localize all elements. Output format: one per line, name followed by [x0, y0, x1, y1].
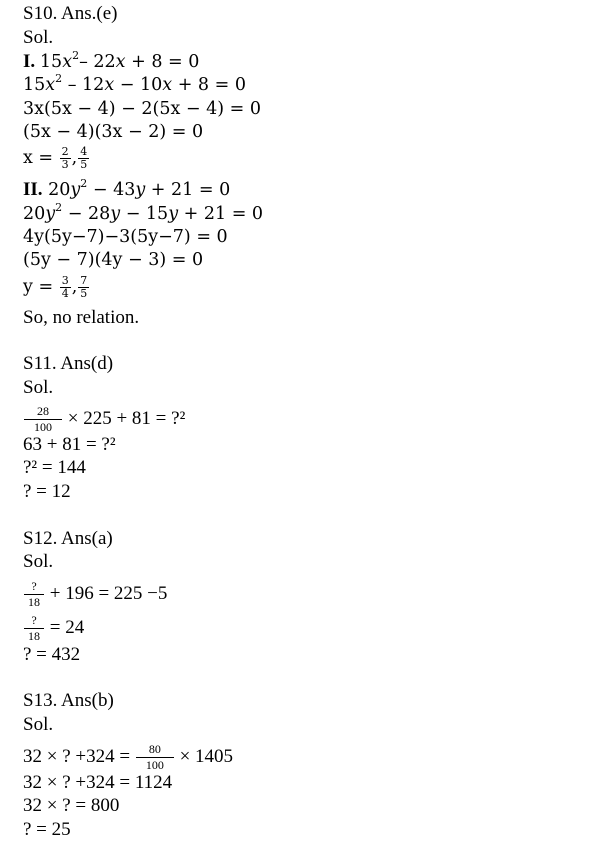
s13-line-2: 32 × ? +324 = 1124: [23, 772, 173, 793]
s12-line-3: ? = 432: [23, 644, 81, 665]
s11-heading: S11. Ans(d): [23, 353, 114, 374]
s13-line-1: 32 × ? +324 = $\frac{80}{100}$ × 1405: [23, 742, 234, 772]
s11-sol-label: Sol.: [23, 377, 54, 398]
s12-line-1: $\frac{?}{18}$ + 196 = 225 −5: [23, 579, 167, 610]
s11-line-3: ?² = 144: [23, 457, 86, 478]
fraction: $\frac{?}{18}$: [24, 613, 44, 644]
s10-equation-3: 3x(5x − 4) − 2(5x − 4) = 0: [23, 99, 262, 119]
s13-sol-label: Sol.: [23, 714, 54, 735]
part-2-label: II.: [23, 179, 43, 200]
fraction: $\frac{3}{4}$: [61, 274, 69, 300]
s13-line-3: 32 × ? = 800: [23, 795, 120, 816]
s10-equation-10: y = $\frac{3}{4}$ , $\frac{7}{5}$: [23, 274, 88, 300]
s10-equation-2: $15x^2 - 12x - 10x + 8 = 0$: [23, 72, 246, 95]
fraction: $\frac{80}{100}$: [136, 742, 174, 773]
part-1-label: I.: [23, 51, 36, 72]
s11-line-2: 63 + 81 = ?²: [23, 434, 116, 455]
s13-line-4: ? = 25: [23, 819, 71, 840]
s10-equation-4: (5x − 4)(3x − 2) = 0: [23, 122, 204, 142]
s10-heading: S10. Ans.(e): [23, 3, 118, 24]
s10-equation-5: x = $\frac{2}{3}$ , $\frac{4}{5}$: [23, 145, 88, 171]
s10-equation-7: $20y^2 - 28y - 15y + 21 = 0$: [23, 201, 264, 224]
s12-heading: S12. Ans(a): [23, 528, 113, 549]
s12-line-2: $\frac{?}{18}$ = 24: [23, 613, 84, 644]
s12-sol-label: Sol.: [23, 551, 54, 572]
fraction: $\frac{7}{5}$: [80, 274, 88, 300]
fraction: $\frac{?}{18}$: [24, 579, 44, 610]
s13-heading: S13. Ans(b): [23, 690, 114, 711]
s11-line-1: $\frac{28}{100}$ × 225 + 81 = ?²: [23, 404, 185, 435]
s10-equation-9: (5y − 7)(4y − 3) = 0: [23, 250, 204, 270]
s10-equation-6: II. $20y^2 - 43y + 21 = 0$: [23, 177, 231, 200]
s10-equation-1: I. $15x^2-$ 22x + 8 = 0: [23, 49, 200, 72]
fraction: $\frac{28}{100}$: [24, 404, 62, 435]
s10-conclusion: So, no relation.: [23, 307, 140, 328]
s10-equation-8: 4y(5y−7)−3(5y−7) = 0: [23, 227, 228, 247]
s11-line-4: ? = 12: [23, 481, 71, 502]
fraction: $\frac{4}{5}$: [80, 145, 88, 171]
fraction: $\frac{2}{3}$: [61, 145, 69, 171]
s10-sol-label: Sol.: [23, 27, 54, 48]
